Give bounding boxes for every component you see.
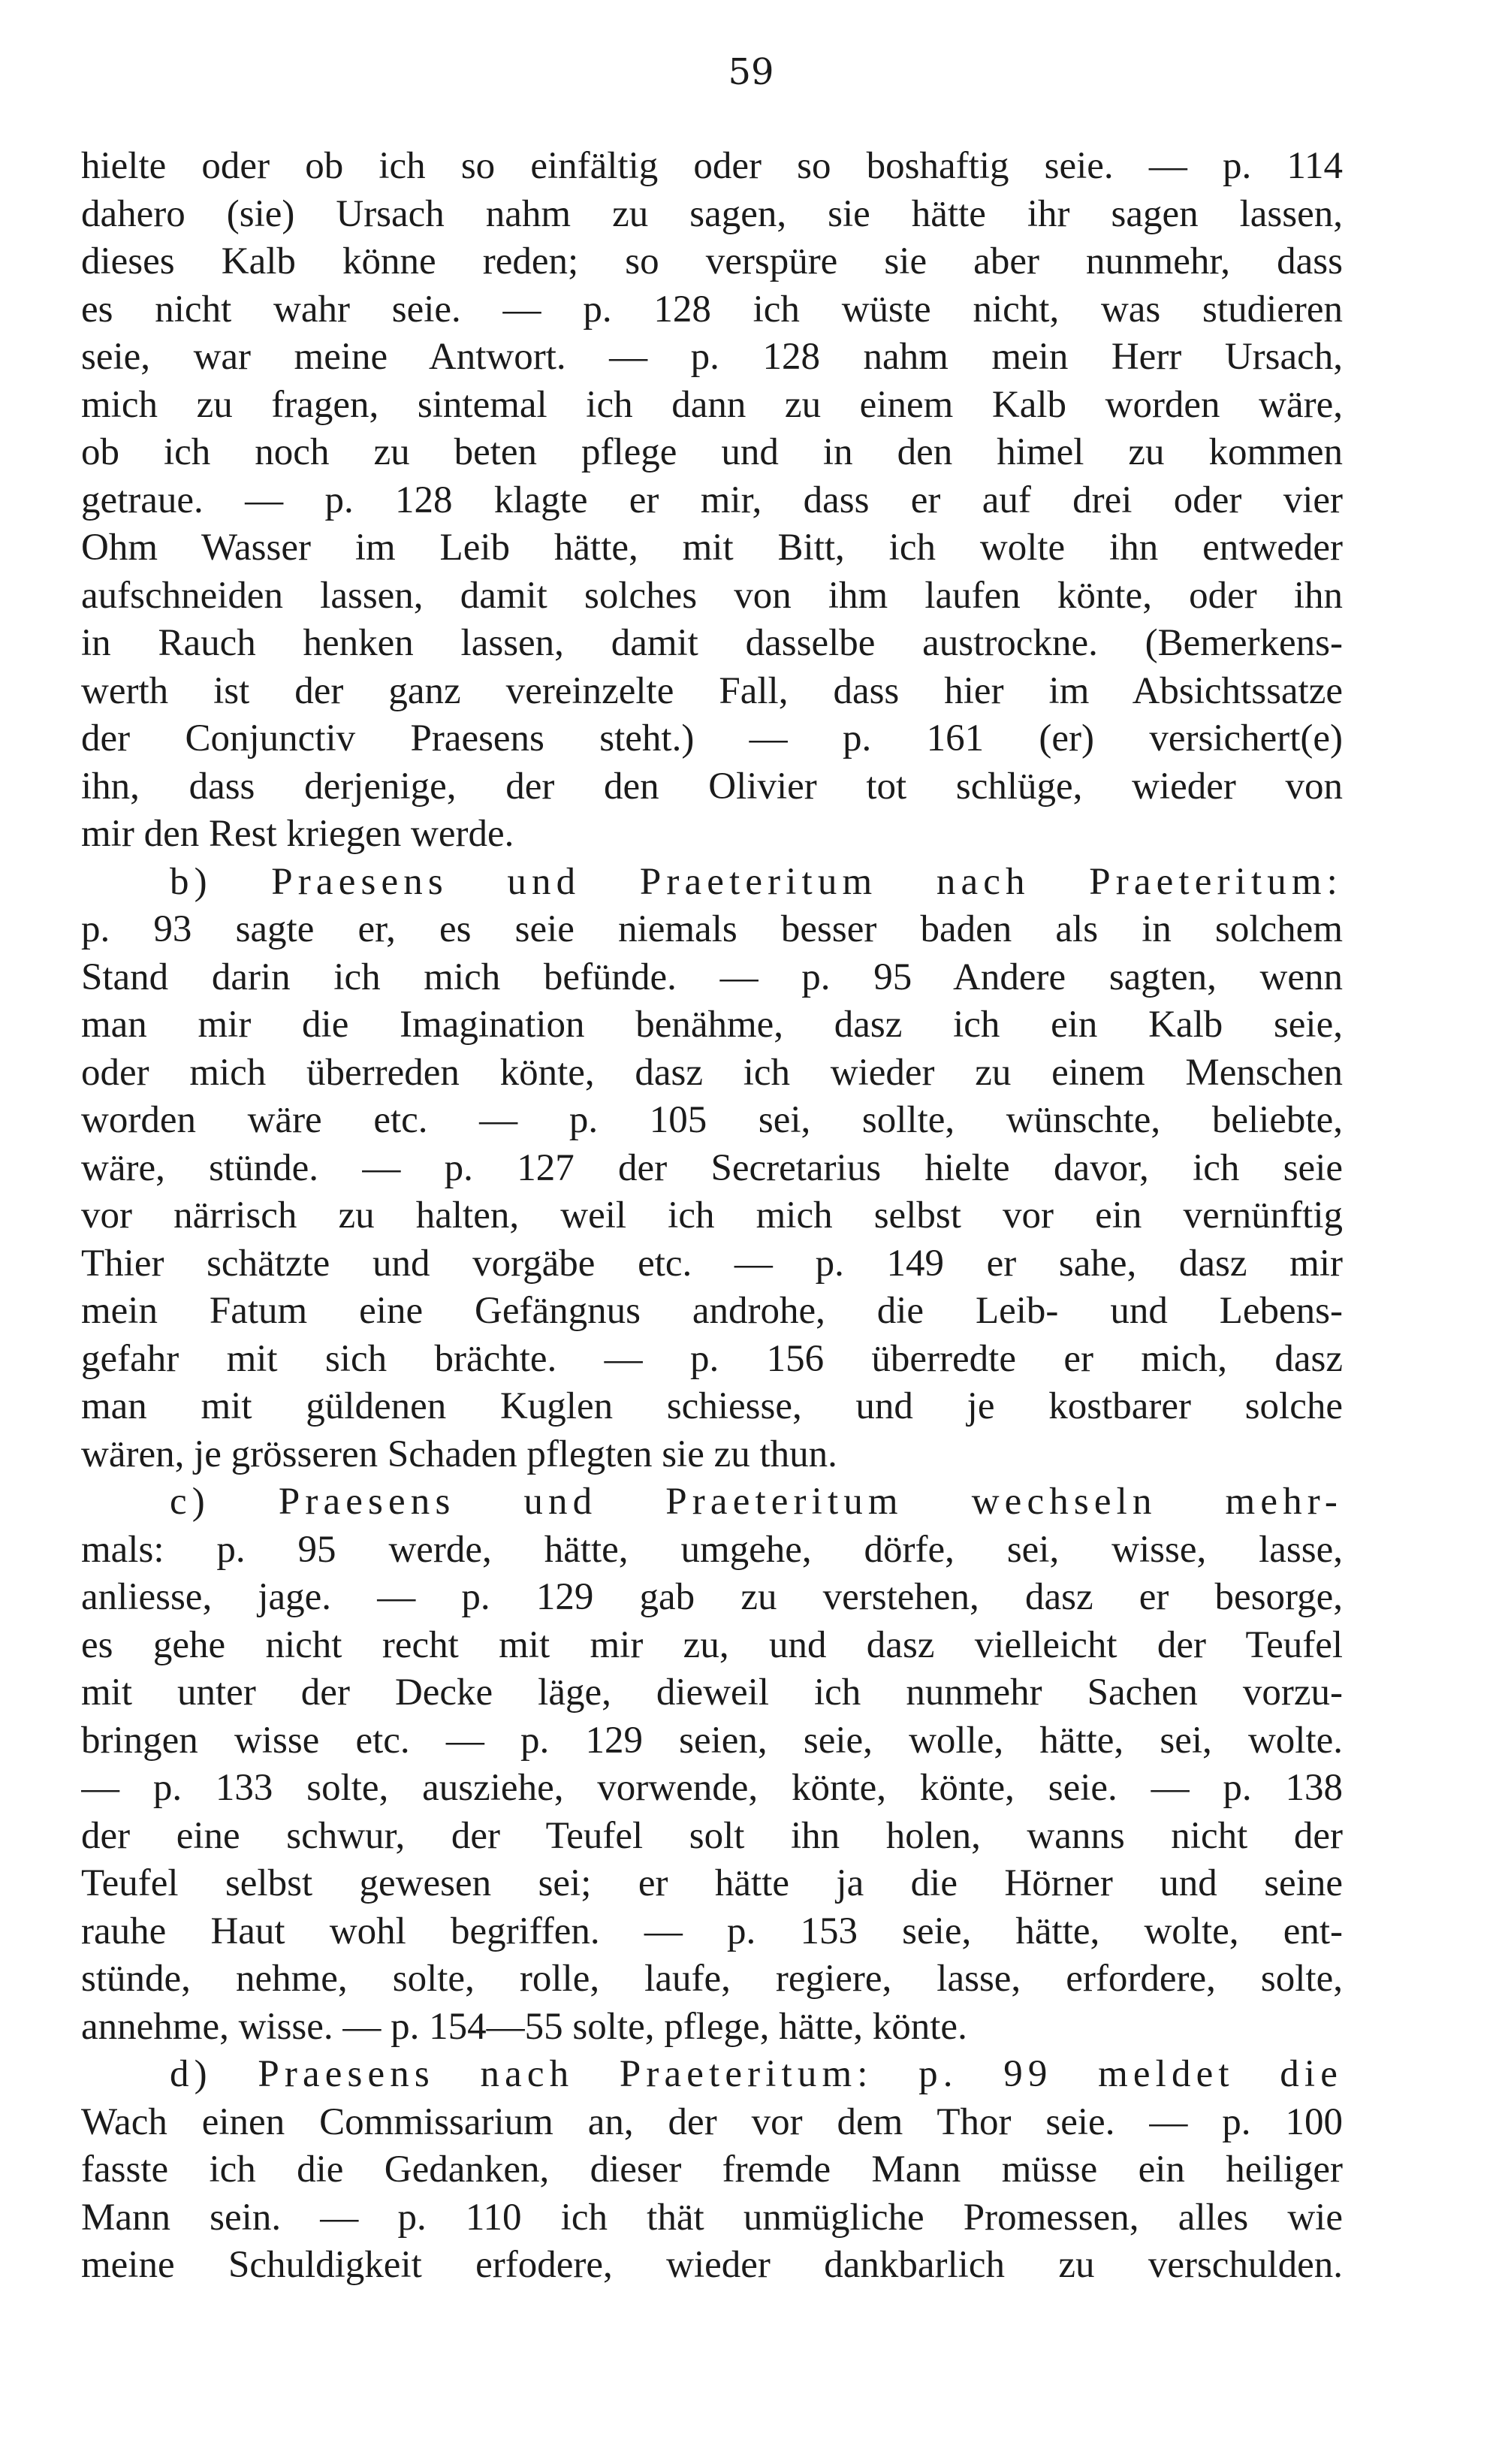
text-line: gefahr mit sich brächte. — p. 156 überredte er mich, dasz xyxy=(81,1337,1343,1380)
text-line: man mir die Imagination benähme, dasz ich ein Kalb seie, xyxy=(81,1004,1343,1046)
text-line: Teufel selbst gewesen sei; er hätte ja die Hörner und seine xyxy=(81,1862,1343,1904)
text-line: es nicht wahr seie. — p. 128 ich wüste nicht, was studieren xyxy=(81,288,1343,331)
text-line: es gehe nicht recht mit mir zu, und dasz vielleicht der Teufel xyxy=(81,1623,1343,1666)
text-line: mit unter der Decke läge, dieweil ich nunmehr Sachen vorzu- xyxy=(81,1671,1343,1714)
text-line: seie, war meine Antwort. — p. 128 nahm mein Herr Ursach, xyxy=(81,336,1343,378)
body-text xyxy=(81,143,1343,2290)
text-line: rauhe Haut wohl begriffen. — p. 153 seie, hätte, wolte, ent- xyxy=(81,1910,1343,1952)
text-line: der eine schwur, der Teufel solt ihn holen, wanns nicht der xyxy=(81,1814,1343,1857)
text-line: bringen wisse etc. — p. 129 seien, seie, wolle, hätte, sei, wolte. xyxy=(81,1719,1343,1762)
text-line: in Rauch henken lassen, damit dasselbe austrockne. (Bemerkens- xyxy=(81,622,1343,664)
text-line: mich zu fragen, sintemal ich dann zu einem Kalb worden wäre, xyxy=(81,383,1343,426)
text-line: mein Fatum eine Gefängnus androhe, die Leib- und Lebens- xyxy=(81,1290,1343,1332)
text-line: meine Schuldigkeit erfodere, wieder dankbarlich zu verschulden. xyxy=(81,2244,1343,2286)
text-line: fasste ich die Gedanken, dieser fremde Mann müsse ein heiliger xyxy=(81,2148,1343,2191)
text-line: p. 93 sagte er, es seie niemals besser baden als in solchem xyxy=(81,908,1343,950)
text-line: anliesse, jage. — p. 129 gab zu verstehen, dasz er besorge, xyxy=(81,1576,1343,1618)
section-heading-c: c) Praesens und Praeteritum wechseln mehr- xyxy=(170,1481,1343,1523)
text-line: Wach einen Commissarium an, der vor dem Thor seie. — p. 100 xyxy=(81,2100,1343,2143)
text-line: hielte oder ob ich so einfältig oder so boshaftig seie. — p. 114 xyxy=(81,145,1343,187)
section-heading-b: b) Praesens und Praeteritum nach Praeteritum: xyxy=(170,860,1343,903)
text-line: annehme, wisse. — p. 154—55 solte, pflege, hätte, könte. xyxy=(81,2005,967,2048)
text-line: Mann sein. — p. 110 ich thät unmügliche Promessen, alles wie xyxy=(81,2196,1343,2239)
text-line: der Conjunctiv Praesens steht.) — p. 161 (er) versichert(e) xyxy=(81,717,1343,759)
text-line: vor närrisch zu halten, weil ich mich selbst vor ein vernünftig xyxy=(81,1194,1343,1237)
text-line: mals: p. 95 werde, hätte, umgehe, dörfe, sei, wisse, lasse, xyxy=(81,1528,1343,1571)
text-line: oder mich überreden könte, dasz ich wieder zu einem Menschen xyxy=(81,1051,1343,1094)
text-line: werth ist der ganz vereinzelte Fall, dass hier im Absichtssatze xyxy=(81,669,1343,712)
text-line: Thier schätzte und vorgäbe etc. — p. 149 er sahe, dasz mir xyxy=(81,1242,1343,1285)
text-line: aufschneiden lassen, damit solches von ihm laufen könte, oder ihn xyxy=(81,574,1343,617)
text-line: man mit güldenen Kuglen schiesse, und je kostbarer solche xyxy=(81,1385,1343,1427)
text-line: mir den Rest kriegen werde. xyxy=(81,813,514,855)
text-line: ob ich noch zu beten pflege und in den himel zu kommen xyxy=(81,431,1343,473)
text-line: dieses Kalb könne reden; so verspüre sie aber nunmehr, dass xyxy=(81,240,1343,282)
text-line: stünde, nehme, solte, rolle, laufe, regiere, lasse, erfordere, solte, xyxy=(81,1958,1343,2000)
text-line: wäre, stünde. — p. 127 der Secretarius hielte davor, ich seie xyxy=(81,1146,1343,1189)
text-line: getraue. — p. 128 klagte er mir, dass er auf drei oder vier xyxy=(81,479,1343,521)
text-line: ihn, dass derjenige, der den Olivier tot schlüge, wieder von xyxy=(81,765,1343,808)
text-line: Ohm Wasser im Leib hätte, mit Bitt, ich wolte ihn entweder xyxy=(81,527,1343,569)
text-line: Stand darin ich mich befünde. — p. 95 Andere sagten, wenn xyxy=(81,956,1343,998)
text-line: — p. 133 solte, ausziehe, vorwende, könte, könte, seie. — p. 138 xyxy=(81,1767,1343,1809)
page-number: 59 xyxy=(728,51,774,93)
text-line: wären, je grösseren Schaden pflegten sie zu thun. xyxy=(81,1433,837,1475)
text-line: worden wäre etc. — p. 105 sei, sollte, wünschte, beliebte, xyxy=(81,1099,1343,1141)
text-line: dahero (sie) Ursach nahm zu sagen, sie hätte ihr sagen lassen, xyxy=(81,192,1343,235)
section-heading-d: d) Praesens nach Praeteritum: p. 99 meldet die xyxy=(170,2053,1343,2095)
